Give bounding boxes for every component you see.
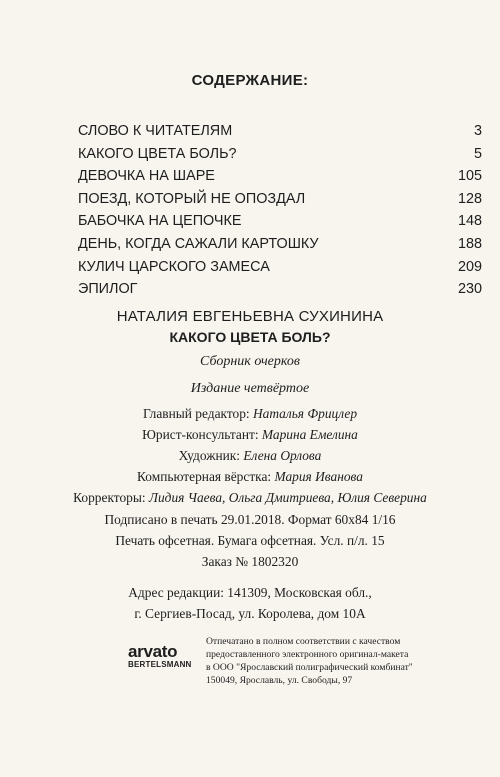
printer-note-line: 150049, Ярославль, ул. Свободы, 97: [206, 675, 353, 686]
toc-item-page: 188: [457, 235, 482, 252]
credit-role: Компьютерная вёрстка:: [137, 469, 275, 484]
toc-item-page: 209: [457, 258, 482, 275]
credit-role: Юрист-консультант:: [142, 427, 262, 442]
printer-note-line: предоставленного электронного оригинал-макета: [206, 649, 409, 660]
credit-role: Художник:: [178, 448, 244, 463]
credit-name: Елена Орлова: [243, 448, 322, 463]
credit-line: [0, 487, 500, 508]
toc-item-page: 128: [457, 190, 482, 207]
toc-item-title: СЛОВО К ЧИТАТЕЛЯМ: [78, 123, 233, 139]
arvato-logo: [128, 643, 200, 670]
toc-item-page: 105: [457, 168, 482, 185]
toc-item-page: 3: [473, 123, 482, 139]
toc-heading: СОДЕРЖАНИЕ:: [191, 72, 309, 89]
credit-line: [0, 403, 500, 424]
book-edition: Издание четвёртое: [190, 381, 310, 396]
toc-item-title: КУЛИЧ ЦАРСКОГО ЗАМЕСА: [78, 258, 270, 275]
toc-item: [78, 188, 482, 211]
toc-item: [78, 210, 482, 233]
logo-subline: BERTELSMANN: [128, 660, 192, 669]
printer-note: [206, 635, 466, 687]
toc-item-title: КАКОГО ЦВЕТА БОЛЬ?: [78, 145, 237, 162]
imprint-line: Заказ № 1802320: [201, 554, 299, 570]
toc-item: [78, 278, 482, 301]
toc-item-page: 230: [457, 281, 482, 298]
credit-line: [0, 424, 500, 445]
printer-note-line: Отпечатано в полном соответствии с качеством: [206, 636, 401, 647]
credit-role: Корректоры:: [73, 490, 149, 505]
toc-item: [78, 143, 482, 166]
credit-name: Лидия Чаева, Ольга Дмитриева, Юлия Северина: [148, 490, 427, 505]
address-block: [0, 582, 500, 624]
book-author: НАТАЛИЯ ЕВГЕНЬЕВНА СУХИНИНА: [116, 308, 384, 325]
credit-line: [0, 466, 500, 487]
address-line: Адрес редакции: 141309, Московская обл.,: [128, 585, 372, 600]
toc-item: [78, 233, 482, 256]
book-title: КАКОГО ЦВЕТА БОЛЬ?: [169, 329, 331, 345]
credit-name: Наталья Фрицлер: [252, 406, 358, 421]
printer-note-line: в ООО "Ярославский полиграфический комбинат": [206, 662, 413, 673]
toc-item-title: БАБОЧКА НА ЦЕПОЧКЕ: [78, 213, 242, 230]
imprint-line: Печать офсетная. Бумага офсетная. Усл. п/л. 15: [115, 533, 385, 549]
credit-line: [0, 445, 500, 466]
toc-item-title: ЭПИЛОГ: [78, 281, 138, 298]
imprint-block: [0, 509, 500, 573]
credit-name: Марина Емелина: [261, 427, 358, 442]
logo-wordmark: arvato: [128, 642, 178, 661]
credit-name: Мария Иванова: [274, 469, 363, 484]
imprint-line: Подписано в печать 29.01.2018. Формат 60x84 1/16: [104, 512, 396, 527]
toc-item: [78, 256, 482, 279]
toc-item-title: ПОЕЗД, КОТОРЫЙ НЕ ОПОЗДАЛ: [78, 190, 306, 207]
book-subtitle: Сборник очерков: [200, 354, 300, 369]
toc-item-title: ДЕНЬ, КОГДА САЖАЛИ КАРТОШКУ: [78, 235, 319, 252]
toc-item: [78, 120, 482, 143]
toc-item-page: 148: [457, 213, 482, 230]
printer-footer: [128, 633, 458, 693]
address-line: г. Сергиев-Посад, ул. Королева, дом 10А: [134, 606, 366, 622]
toc-list: [78, 120, 482, 301]
credit-role: Главный редактор:: [142, 406, 253, 421]
credits-block: [0, 403, 500, 508]
toc-item-page: 5: [473, 145, 482, 162]
toc-item-title: ДЕВОЧКА НА ШАРЕ: [78, 168, 215, 185]
toc-item: [78, 165, 482, 188]
